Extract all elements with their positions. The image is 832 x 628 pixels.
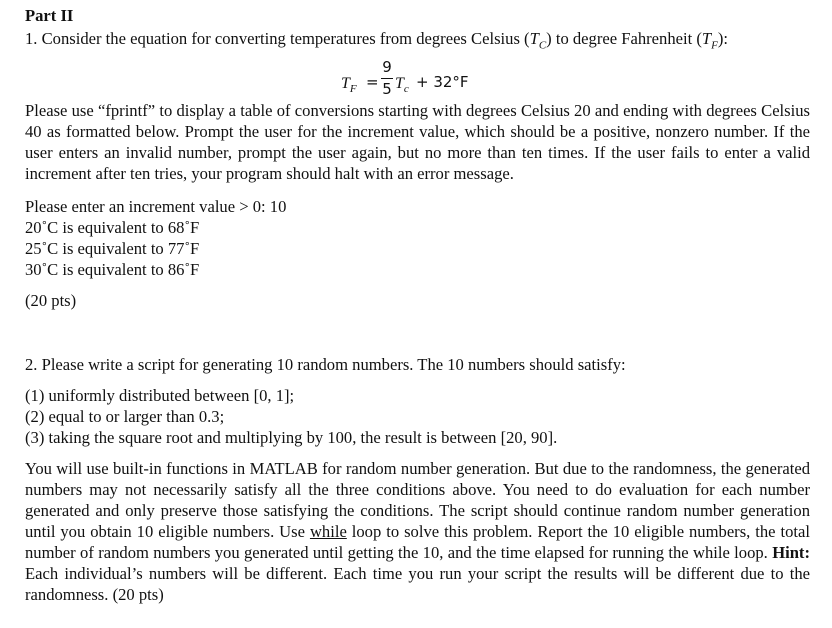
sample-output-line: 30˚C is equivalent to 86˚F (25, 260, 200, 279)
question-1-instructions: Please use “fprintf” to display a table of conversions starting with degrees Celsius 20 and ending with degrees Celsius 40 as formatted below. Prompt the user for the increment value, which should be a positive, nonzero number. If the user enters an invalid number, prompt the user again, but no more than ten times. If the user fails to enter a valid increment after ten tries, your program should halt with an error message. (25, 101, 810, 183)
fraction-bar (381, 78, 393, 79)
equation-lhs: $T_F$ (341, 75, 357, 96)
question-1-intro: 1. Consider the equation for converting temperatures from degrees Celsius $(T_C)$ to degree Fahrenheit $(T_F)$: (25, 29, 728, 52)
equation-fraction (381, 58, 393, 98)
section-heading: Part II (25, 6, 74, 25)
while-keyword: while (309, 522, 347, 541)
hint-label: Hint: (772, 543, 810, 562)
question-2-conditions (25, 385, 810, 448)
sample-output-line: Please enter an increment value > 0: 10 (25, 197, 287, 216)
fraction-numerator: 9 (382, 58, 392, 76)
equation-constant: + 32°F (416, 73, 469, 91)
question-1-points: (20 pts) (25, 291, 77, 310)
question-2-intro: 2. Please write a script for generating 10 random numbers. The 10 numbers should satisfy: (25, 355, 626, 374)
condition-item: (3) taking the square root and multiplying by 100, the result is between [20, 90]. (25, 428, 558, 447)
sample-output-line: 20˚C is equivalent to 68˚F (25, 218, 200, 237)
fraction-denominator: 5 (382, 80, 392, 98)
equation-equals: = (366, 73, 379, 91)
question-2-instructions: You will use built-in functions in MATLAB for random number generation. But due to the randomness, the generated numbers may not necessarily satisfy all the three conditions above. You need to do evaluation for each number generated and only preserve those satisfying the conditions. The script should continue random number generation until you obtain 10 eligible numbers. Use while loop to solve this problem. Report the 10 eligible numbers, the total number of random numbers you generated until getting the 10, and the time elapsed for running the while loop. Hint: Each individual’s numbers will be different. Each time you run your script the results will be different due to the randomness. (20 pts) (25, 459, 810, 604)
equation-variable: $T_c$ (395, 75, 409, 96)
conversion-equation (341, 58, 541, 102)
sample-output-line: 25˚C is equivalent to 77˚F (25, 239, 200, 258)
condition-item: (2) equal to or larger than 0.3; (25, 407, 225, 426)
fahrenheit-symbol: $T_F$ (701, 29, 718, 52)
condition-item: (1) uniformly distributed between [0, 1]; (25, 386, 295, 405)
celsius-symbol: $T_C$ (529, 29, 547, 52)
sample-output (25, 196, 810, 280)
